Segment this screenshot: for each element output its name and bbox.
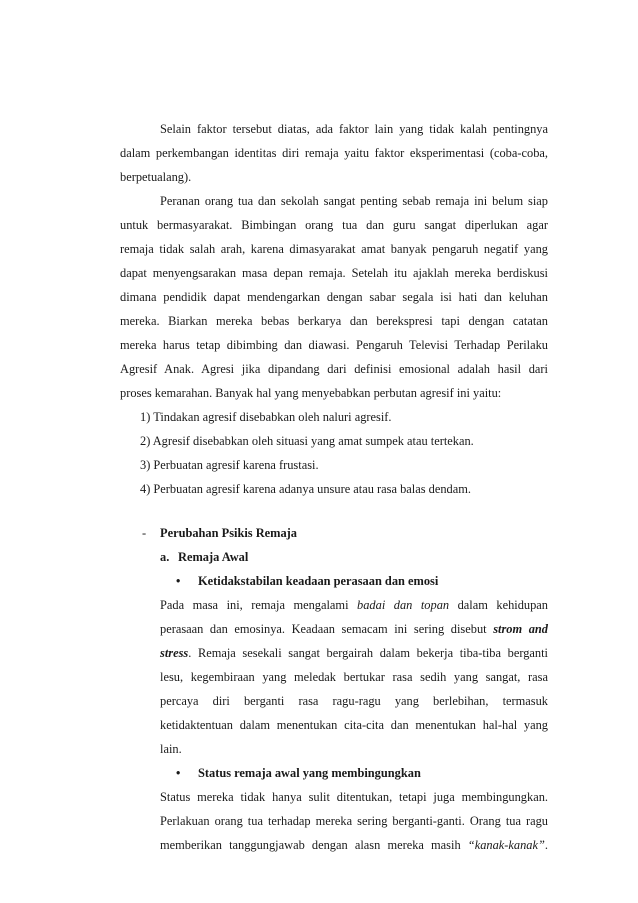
bullet-1-text-line-7: lain. (160, 742, 182, 756)
text-run: perasaan dan emosinya. Keadaan semacam ini sering disebut (160, 622, 494, 636)
bullet-1-text-line-1 (160, 597, 548, 613)
subsection-title: Remaja Awal (178, 550, 249, 564)
paragraph-2-line-9: proses kemarahan. Banyak hal yang menyebabkan perbutan agresif ini yaitu: (120, 386, 502, 400)
bullet-1-text-line-5: percaya diri berganti rasa ragu-ragu yang berlebihan, termasuk (160, 694, 548, 708)
bullet-1-title: Ketidakstabilan keadaan perasaan dan emosi (198, 574, 439, 588)
text-run: . Remaja sesekali sangat bergairah dalam bekerja tiba-tiba berganti (188, 646, 548, 660)
paragraph-2-line-2: untuk bermasyarakat. Bimbingan orang tua dan guru sangat diperlukan agar (120, 218, 548, 232)
paragraph-2-line-5: dimana pendidik dapat mendengarkan dengan sabar segala isi hati dan keluhan (120, 290, 548, 304)
text-run: dalam kehidupan (449, 598, 549, 612)
bullet-2-text-line-1: Status mereka tidak hanya sulit ditentukan, tetapi juga membingungkan. (160, 790, 548, 804)
bullet-1-text-line-4: lesu, kegembiraan yang meledak bertukar rasa sedih yang sangat, rasa (160, 670, 548, 684)
paragraph-2-line-3: remaja tidak salah arah, karena dimasyarakat amat banyak pengaruh negatif yang (120, 242, 548, 256)
bullet-2-text-line-3 (160, 837, 548, 853)
italic-term-kanak-kanak: “kanak-kanak” (467, 838, 545, 852)
bullet-1-dot: • (176, 574, 181, 588)
paragraph-2-line-4: dapat menyengsarakan masa depan remaja. Setelah itu ajaklah mereka berdiskusi (120, 266, 548, 280)
paragraph-1-line-1: Selain faktor tersebut diatas, ada faktor lain yang tidak kalah pentingnya (160, 122, 548, 136)
text-run: . (544, 838, 548, 852)
italic-term-badai-dan-topan: badai dan topan (357, 598, 450, 612)
bullet-2-text-line-2: Perlakuan orang tua terhadap mereka sering berganti-ganti. Orang tua ragu (160, 814, 548, 828)
bullet-1-text-line-2 (160, 621, 548, 637)
section-dash: - (142, 526, 147, 540)
bullet-2 (176, 765, 421, 781)
bold-italic-term: stress (160, 646, 189, 660)
paragraph-2-line-1: Peranan orang tua dan sekolah sangat penting sebab remaja ini belum siap (160, 194, 548, 208)
bullet-2-title: Status remaja awal yang membingungkan (198, 766, 421, 780)
paragraph-2-line-7: mereka harus tetap dibimbing dan diawasi. Pengaruh Televisi Terhadap Perilaku (120, 338, 548, 352)
subsection-label: a. (160, 550, 170, 564)
list-item-2: 2) Agresif disebabkan oleh situasi yang amat sumpek atau tertekan. (140, 434, 474, 448)
paragraph-1-line-2: dalam perkembangan identitas diri remaja yaitu faktor eksperimentasi (coba-coba, (120, 146, 548, 160)
bullet-2-dot: • (176, 766, 181, 780)
bullet-1 (176, 573, 438, 589)
bold-italic-term: strom and (493, 622, 548, 636)
paragraph-1-line-3: berpetualang). (120, 170, 192, 184)
list-item-3: 3) Perbuatan agresif karena frustasi. (140, 458, 319, 472)
bullet-1-text-line-3 (160, 645, 548, 661)
text-run: Pada masa ini, remaja mengalami (160, 598, 358, 612)
list-item-4: 4) Perbuatan agresif karena adanya unsure atau rasa balas dendam. (140, 482, 471, 496)
text-run: memberikan tanggungjawab dengan alasn mereka masih (160, 838, 468, 852)
paragraph-2-line-8: Agresif Anak. Agresi jika dipandang dari definisi emosional adalah hasil dari (120, 362, 548, 376)
paragraph-2-line-6: mereka. Biarkan mereka bebas berkarya dan berekspresi tapi dengan catatan (120, 314, 548, 328)
section-title: Perubahan Psikis Remaja (160, 526, 297, 540)
list-item-1: 1) Tindakan agresif disebabkan oleh naluri agresif. (140, 410, 392, 424)
bullet-1-text-line-6: ketidaktentuan dalam menentukan cita-cita dan menentukan hal-hal yang (160, 718, 548, 732)
